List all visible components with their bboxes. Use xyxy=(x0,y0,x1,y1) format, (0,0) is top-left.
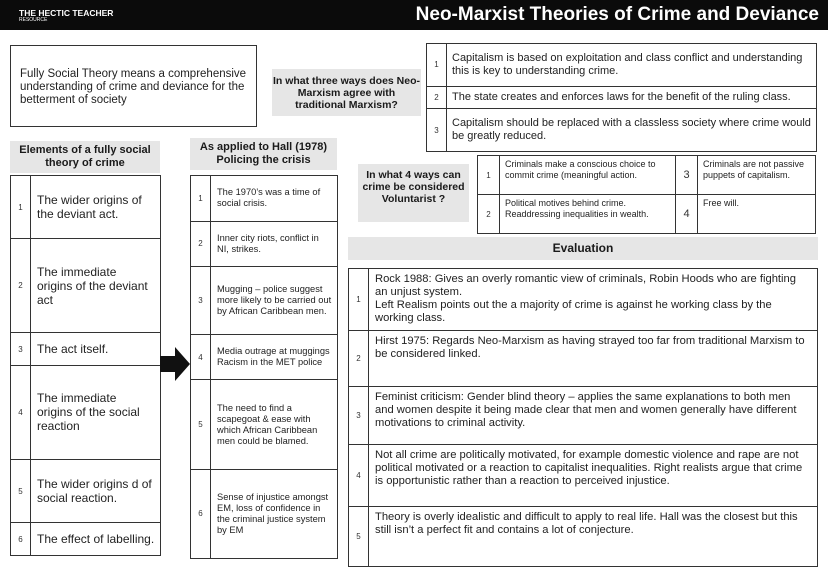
brand-subtitle: RESOURCE xyxy=(19,17,48,23)
table-row xyxy=(349,507,818,567)
table-row xyxy=(349,269,818,331)
voluntarist-text: Free will. xyxy=(698,195,816,234)
four-ways-question: In what 4 ways can crime be considered Voluntarist ? xyxy=(358,164,469,222)
hall-heading: As applied to Hall (1978) Policing the crisis xyxy=(190,138,337,170)
row-number: 5 xyxy=(349,507,369,567)
hall-text: Mugging – police suggest more likely to be carried out by African Caribbean men. xyxy=(211,267,338,334)
table-row xyxy=(349,387,818,445)
row-number: 2 xyxy=(191,221,211,267)
table-row xyxy=(191,469,338,558)
row-number: 4 xyxy=(11,365,31,459)
three-ways-question: In what three ways does Neo-Marxism agree with traditional Marxism? xyxy=(272,69,421,116)
table-row xyxy=(427,86,817,108)
row-number: 6 xyxy=(11,523,31,556)
brand-name: THE HECTIC TEACHER xyxy=(19,8,114,18)
hall-text: Media outrage at muggings Racism in the MET police xyxy=(211,334,338,380)
row-number: 1 xyxy=(191,176,211,222)
evaluation-text: Theory is overly idealistic and difficult to apply to real life. Hall was the closest but this still isn’t a perfect fit and contains a lot of conjecture. xyxy=(369,507,818,567)
row-number: 2 xyxy=(11,239,31,333)
row-number: 2 xyxy=(349,331,369,387)
row-number: 4 xyxy=(191,334,211,380)
element-text: The effect of labelling. xyxy=(31,523,161,556)
element-text: The immediate origins of the social reaction xyxy=(31,365,161,459)
hall-text: Inner city riots, conflict in NI, strikes. xyxy=(211,221,338,267)
table-row xyxy=(11,333,161,366)
hall-text: Sense of injustice amongst EM, loss of confidence in the criminal justice system by EM xyxy=(211,469,338,558)
row-number: 2 xyxy=(478,195,500,234)
evaluation-text: Hirst 1975: Regards Neo-Marxism as having strayed too far from traditional Marxism to be considered linked. xyxy=(369,331,818,387)
table-row xyxy=(11,176,161,239)
row-number: 1 xyxy=(478,156,500,195)
voluntarist-text: Political motives behind crime. Readdressing inequalities in wealth. xyxy=(500,195,676,234)
row-number: 4 xyxy=(676,195,698,234)
table-row xyxy=(427,109,817,152)
table-row xyxy=(191,380,338,469)
evaluation-table xyxy=(348,268,818,567)
three-ways-text: The state creates and enforces laws for the benefit of the ruling class. xyxy=(447,86,817,108)
row-number: 3 xyxy=(191,267,211,334)
table-row xyxy=(191,267,338,334)
table-row xyxy=(478,195,816,234)
definition-box: Fully Social Theory means a comprehensive understanding of crime and deviance for the betterment of society xyxy=(10,45,257,127)
row-number: 3 xyxy=(676,156,698,195)
table-row xyxy=(191,176,338,222)
row-number: 4 xyxy=(349,445,369,507)
elements-heading: Elements of a fully social theory of crime xyxy=(10,141,160,173)
row-number: 1 xyxy=(349,269,369,331)
table-row xyxy=(11,459,161,522)
brand-logo xyxy=(19,9,113,23)
table-row xyxy=(191,221,338,267)
three-ways-text: Capitalism is based on exploitation and class conflict and understanding this is key to understanding crime. xyxy=(447,44,817,87)
page-title: Neo-Marxist Theories of Crime and Deviance xyxy=(415,4,819,25)
row-number: 6 xyxy=(191,469,211,558)
table-row xyxy=(11,239,161,333)
row-number: 3 xyxy=(11,333,31,366)
row-number: 3 xyxy=(349,387,369,445)
hall-table xyxy=(190,175,338,559)
row-number: 3 xyxy=(427,109,447,152)
element-text: The wider origins of the deviant act. xyxy=(31,176,161,239)
voluntarist-text: Criminals make a conscious choice to commit crime (meaningful action. xyxy=(500,156,676,195)
element-text: The immediate origins of the deviant act xyxy=(31,239,161,333)
element-text: The wider origins d of social reaction. xyxy=(31,459,161,522)
three-ways-table xyxy=(426,43,817,152)
hall-text: The 1970’s was a time of social crisis. xyxy=(211,176,338,222)
right-arrow-icon xyxy=(160,347,190,381)
table-row xyxy=(427,44,817,87)
row-number: 5 xyxy=(11,459,31,522)
element-text: The act itself. xyxy=(31,333,161,366)
elements-table xyxy=(10,175,161,556)
evaluation-text: Feminist criticism: Gender blind theory – applies the same explanations to both men and women despite it being made clear that men and women generally have different motivations to criminal activity. xyxy=(369,387,818,445)
table-row xyxy=(191,334,338,380)
table-row xyxy=(11,365,161,459)
table-row xyxy=(349,331,818,387)
hall-text: The need to find a scapegoat & ease with which African Caribbean men could be blamed. xyxy=(211,380,338,469)
three-ways-text: Capitalism should be replaced with a classless society where crime would be greatly reduced. xyxy=(447,109,817,152)
table-row xyxy=(349,445,818,507)
row-number: 1 xyxy=(11,176,31,239)
table-row xyxy=(478,156,816,195)
evaluation-heading: Evaluation xyxy=(348,237,818,260)
header-bar xyxy=(0,0,828,30)
four-ways-table xyxy=(477,155,816,234)
evaluation-text: Not all crime are politically motivated, for example domestic violence and rape are not political motivated or a reaction to capitalist inequalities. Right realists argue that crime is opportunistic rather than a reaction to perceived injustice. xyxy=(369,445,818,507)
table-row xyxy=(11,523,161,556)
evaluation-text: Rock 1988: Gives an overly romantic view of criminals, Robin Hoods who are fighting an unjust system. Left Realism points out the a majority of crime is against he working class by the working class. xyxy=(369,269,818,331)
row-number: 5 xyxy=(191,380,211,469)
row-number: 1 xyxy=(427,44,447,87)
voluntarist-text: Criminals are not passive puppets of capitalism. xyxy=(698,156,816,195)
row-number: 2 xyxy=(427,86,447,108)
